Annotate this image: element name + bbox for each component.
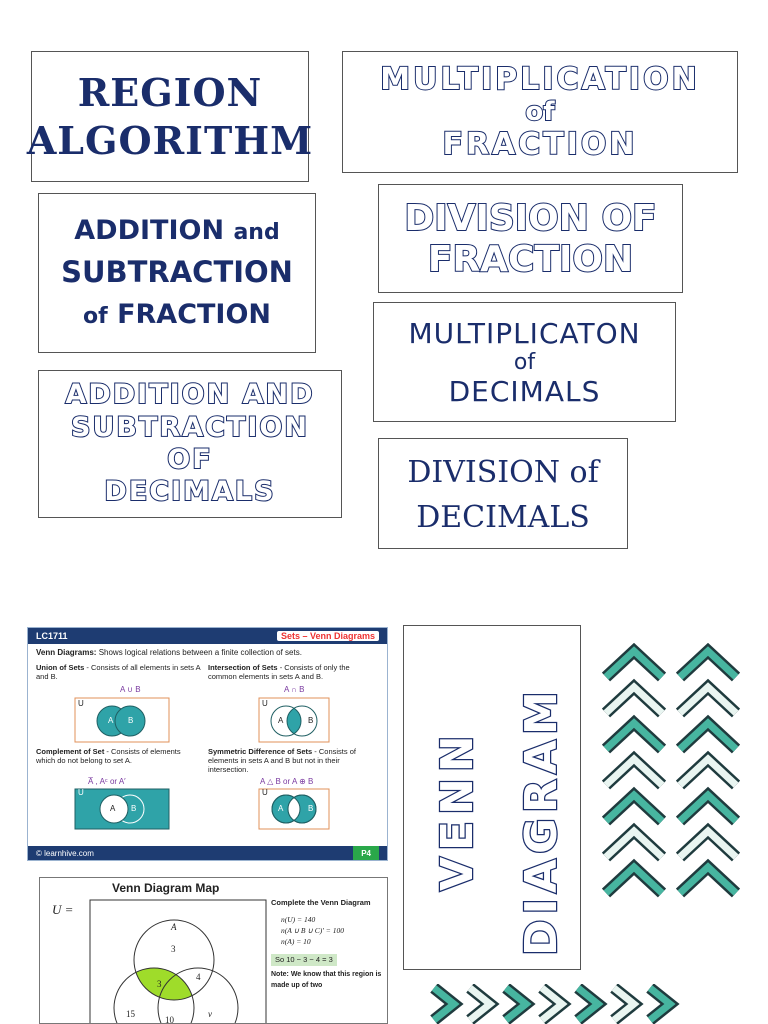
venn-worksheet [27, 627, 388, 861]
card-multiplication-decimals [373, 302, 676, 422]
card-title-word: FRACTION [117, 298, 272, 330]
venn-label-b: B [308, 716, 314, 725]
venn-label-u: U [262, 788, 268, 797]
map-side-panel [271, 898, 383, 991]
equation: n(U) = 140 [281, 914, 316, 924]
title-word-diagram: DIAGRAM [516, 686, 567, 956]
card-addition-subtraction-decimals [38, 370, 342, 518]
venn-label-u: U [78, 699, 84, 708]
venn-label-b: B [131, 804, 137, 813]
region-value-bottom: 10 [165, 1015, 174, 1024]
card-division-decimals [378, 438, 628, 549]
card-title-word: of [82, 303, 108, 329]
region-value-a-only: 3 [171, 944, 176, 954]
worksheet-topic: Sets – Venn Diagrams [277, 631, 379, 641]
card-title-line: OF [167, 444, 213, 475]
complement-description: Complement of Set - Consists of elements which do not belong to set A. [36, 747, 181, 765]
intersection-diagram [258, 697, 330, 743]
venn-label-u: U [78, 788, 84, 797]
region-value-v: v [208, 1009, 212, 1019]
venn-label-b: B [128, 716, 134, 725]
footer-copyright: © learnhive.com [36, 848, 94, 858]
card-addition-subtraction-fraction [38, 193, 316, 353]
intro-text: Shows logical relations between a finite collection of sets. [96, 648, 302, 657]
card-title-line: SUBTRACTION [71, 411, 309, 443]
venn-diagram-map [39, 877, 388, 1024]
complement-notation: A̅ , Aᶜ or A′ [88, 777, 126, 786]
worksheet-code: LC1711 [36, 631, 68, 641]
equation: n(A) = 10 [281, 936, 311, 946]
worksheet-header [28, 628, 387, 644]
card-title-line: DIVISION of [407, 454, 599, 490]
chevron-column-left-icon [602, 643, 666, 913]
map-title: Venn Diagram Map [112, 881, 220, 895]
union-notation: A ∪ B [120, 685, 141, 694]
page-number: P4 [353, 846, 379, 860]
worksheet-footer [28, 846, 387, 860]
note-text: Note: We know that this region is made up of two [271, 971, 382, 989]
chevron-row-icon [428, 984, 698, 1024]
symmetric-difference-description: Symmetric Difference of Sets - Consists of elements in sets A and B but not in their intersection. [208, 747, 356, 774]
intersection-notation: A ∩ B [284, 685, 305, 694]
venn-label-a: A [108, 716, 114, 725]
symmetric-difference-diagram [258, 788, 330, 830]
side-heading: Complete the Venn Diagram [271, 898, 371, 907]
card-title-line: MULTIPLICATION [380, 62, 700, 97]
card-multiplication-fraction [342, 51, 738, 173]
card-division-fraction [378, 184, 683, 293]
venn-label-u: U [262, 699, 268, 708]
region-value-center: 3 [157, 979, 162, 989]
complement-diagram [74, 788, 170, 830]
card-title-line: of [513, 349, 536, 375]
equation: n(A ∪ B ∪ C)′ = 100 [281, 925, 344, 935]
card-title-line: DECIMALS [104, 476, 276, 508]
result-box: So 10 − 3 − 4 = 3 [271, 954, 337, 967]
venn-label-a: A [110, 804, 116, 813]
card-title-line: ALGORITHM [26, 117, 314, 163]
card-title-line: FRACTION [427, 238, 634, 280]
symmetric-difference-notation: A △ B or A ⊕ B [260, 777, 314, 786]
map-universe-label: U = [52, 902, 74, 917]
intersection-description: Intersection of Sets - Consists of only the common elements in sets A and B. [208, 663, 350, 681]
worksheet-intro [28, 644, 387, 657]
card-title-line: DIVISION OF [404, 197, 657, 239]
card-title-line: FRACTION [442, 127, 638, 162]
card-title-word: and [233, 219, 280, 245]
intro-heading: Venn Diagrams: [36, 648, 97, 657]
region-value-left: 15 [126, 1009, 135, 1019]
card-title-line: DECIMALS [448, 374, 601, 408]
union-description: Union of Sets - Consists of all elements in sets A and B. [36, 663, 201, 681]
chevron-column-right-icon [676, 643, 740, 913]
card-title-line: of [525, 97, 555, 127]
card-title-word: ADDITION [74, 214, 225, 246]
three-set-venn [88, 898, 268, 1024]
venn-label-a: A [278, 804, 284, 813]
card-title-line: DECIMALS [416, 499, 590, 535]
region-label-a: A [171, 922, 177, 932]
region-value-right: 4 [196, 972, 201, 982]
venn-label-b: B [308, 804, 314, 813]
card-title-line: REGION [77, 70, 263, 115]
venn-diagram-title-card [403, 625, 581, 970]
card-title-line: SUBTRACTION [61, 255, 293, 290]
card-title-line: MULTIPLICATON [408, 316, 641, 350]
union-diagram [74, 697, 170, 743]
card-title-line: ADDITION AND [65, 379, 315, 411]
venn-label-a: A [278, 716, 284, 725]
title-word-venn: VENN [432, 729, 483, 891]
card-region-algorithm [26, 51, 314, 182]
